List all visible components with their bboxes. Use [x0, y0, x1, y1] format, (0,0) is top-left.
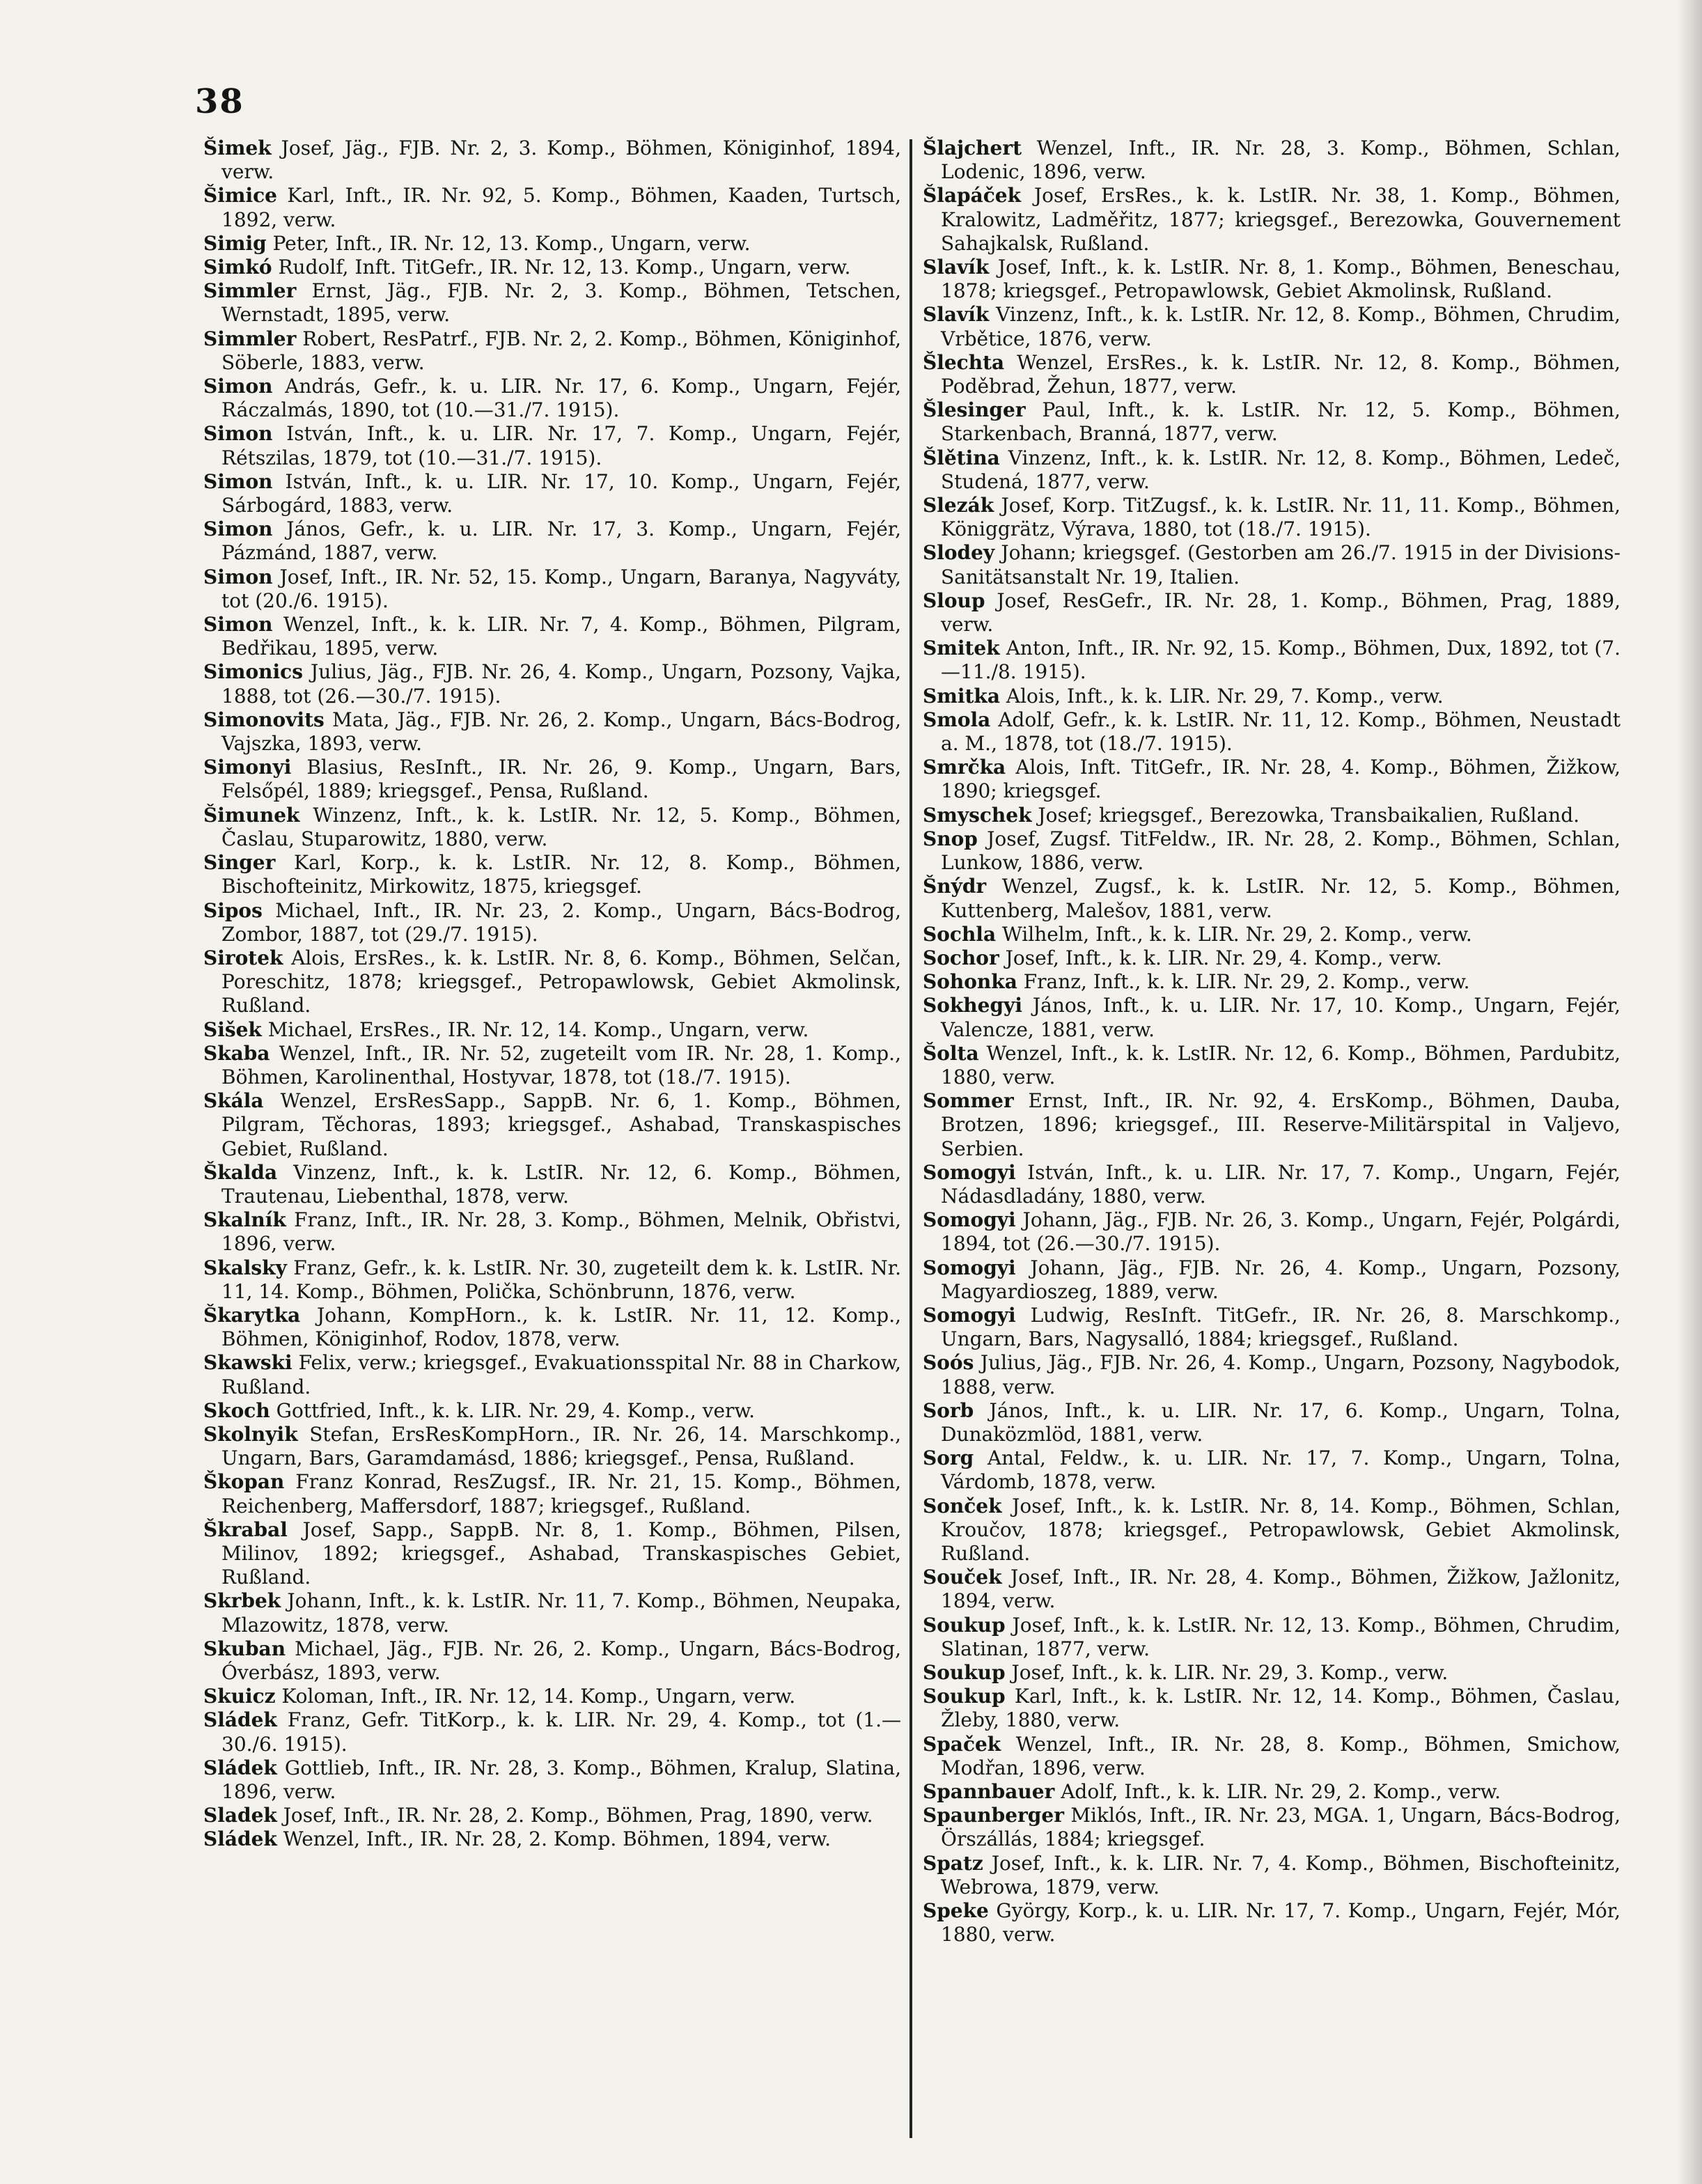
entry-surname: Spaček	[923, 1732, 1001, 1756]
casualty-entry	[203, 756, 901, 803]
entry-surname: Simon	[203, 375, 273, 398]
entry-surname: Šlechta	[923, 350, 1005, 374]
entry-details: Johann, Jäg., FJB. Nr. 26, 4. Komp., Ungarn, Pozsony, Magyardioszeg, 1889, verw.	[941, 1256, 1621, 1303]
entry-details: Michael, ErsRes., IR. Nr. 12, 14. Komp., Ungarn, verw.	[261, 1017, 809, 1041]
entry-surname: Sorg	[923, 1446, 974, 1470]
entry-details: István, Inft., k. u. LIR. Nr. 17, 7. Komp., Ungarn, Fejér, Rétszilas, 1879, tot (10.—31./7. 1915).	[221, 422, 901, 469]
casualty-entry	[923, 541, 1621, 588]
entry-surname: Skalník	[203, 1208, 286, 1232]
entry-details: Johann, Inft., k. k. LstIR. Nr. 11, 7. Komp., Böhmen, Neupaka, Mlazowitz, 1878, verw.	[221, 1589, 901, 1637]
page-number: 38	[195, 82, 244, 121]
entry-details: Ludwig, ResInft. TitGefr., IR. Nr. 26, 8. Marschkomp., Ungarn, Bars, Nagysalló, 1884; kriegsgef., Rußland.	[941, 1303, 1621, 1351]
casualty-entry	[203, 279, 901, 327]
casualty-entry	[203, 660, 901, 708]
casualty-entry	[203, 1018, 901, 1042]
casualty-entry	[203, 1637, 901, 1685]
entry-surname: Somogyi	[923, 1303, 1016, 1327]
entry-surname: Skawski	[203, 1351, 292, 1375]
casualty-entry	[203, 1089, 901, 1161]
entry-details: Wenzel, Inft., IR. Nr. 28, 8. Komp., Böhmen, Smichow, Modřan, 1896, verw.	[941, 1732, 1621, 1779]
entry-surname: Šimek	[203, 136, 272, 159]
entry-details: Wenzel, ErsRes., k. k. LstIR. Nr. 12, 8. Komp., Böhmen, Poděbrad, Žehun, 1877, verw.	[941, 350, 1621, 398]
casualty-entry	[203, 851, 901, 898]
casualty-entry	[923, 1042, 1621, 1089]
entry-details: Alois, Inft., k. k. LIR. Nr. 29, 7. Komp., verw.	[999, 684, 1444, 708]
entry-details: Vinzenz, Inft., k. k. LstIR. Nr. 12, 6. Komp., Böhmen, Trautenau, Liebenthal, 1878, verw.	[221, 1160, 901, 1208]
casualty-entry	[923, 637, 1621, 684]
casualty-entry	[923, 1208, 1621, 1256]
entry-details: Josef, Inft., IR. Nr. 28, 4. Komp., Böhmen, Žižkow, Jažlonitz, 1894, verw.	[941, 1566, 1621, 1613]
entry-details: Josef, Jäg., FJB. Nr. 2, 3. Komp., Böhmen, Königinhof, 1894, verw.	[221, 136, 901, 184]
entry-details: Franz, Gefr., k. k. LstIR. Nr. 30, zugeteilt dem k. k. LstIR. Nr. 11, 14. Komp., Böhmen, Polička, Schönbrunn, 1876, verw.	[221, 1256, 901, 1303]
casualty-entry	[923, 1089, 1621, 1161]
casualty-entry	[203, 1470, 901, 1518]
entry-details: Josef; kriegsgef., Berezowka, Transbaikalien, Rußland.	[1031, 803, 1580, 827]
entry-details: Johann, Jäg., FJB. Nr. 26, 3. Komp., Ungarn, Fejér, Polgárdi, 1894, tot (26.—30./7. 1915).	[941, 1208, 1621, 1256]
entry-details: Franz, Inft., k. k. LIR. Nr. 29, 2. Komp., verw.	[1017, 970, 1470, 994]
entry-details: Josef, Inft., k. k. LstIR. Nr. 8, 14. Komp., Böhmen, Schlan, Kroučov, 1878; kriegsgef., Petropawlowsk, Gebiet Akmolinsk, Rußland.	[941, 1494, 1621, 1565]
entry-surname: Slavík	[923, 256, 990, 279]
casualty-entry	[203, 422, 901, 469]
entry-details: István, Inft., k. u. LIR. Nr. 17, 10. Komp., Ungarn, Fejér, Sárbogárd, 1883, verw.	[221, 469, 901, 517]
casualty-entry	[923, 1804, 1621, 1851]
entry-surname: Soukup	[923, 1613, 1006, 1637]
entry-surname: Skrbek	[203, 1589, 281, 1613]
casualty-entry	[923, 1614, 1621, 1661]
entry-details: Josef, Inft., IR. Nr. 28, 2. Komp., Böhmen, Prag, 1890, verw.	[276, 1804, 873, 1827]
entry-surname: Simon	[203, 565, 273, 588]
casualty-entry	[923, 756, 1621, 803]
casualty-entry	[923, 1899, 1621, 1947]
entry-surname: Snop	[923, 827, 978, 850]
casualty-entry	[203, 1351, 901, 1398]
casualty-entry	[203, 375, 901, 422]
casualty-entry	[923, 827, 1621, 875]
entry-surname: Škopan	[203, 1470, 285, 1494]
entry-details: Josef, ErsRes., k. k. LstIR. Nr. 38, 1. Komp., Böhmen, Kralowitz, Ladměřitz, 1877; kriegsgef., Berezowka, Gouvernement Sahajkalsk, Rußland.	[941, 184, 1621, 255]
entry-details: János, Inft., k. u. LIR. Nr. 17, 10. Komp., Ungarn, Fejér, Valencze, 1881, verw.	[941, 994, 1621, 1041]
page-edge-shadow	[1677, 0, 1702, 2184]
column-divider	[909, 139, 912, 2138]
entry-details: Josef, Sapp., SappB. Nr. 8, 1. Komp., Böhmen, Pilsen, Milinov, 1892; kriegsgef., Ashabad, Transkaspisches Gebiet, Rußland.	[221, 1518, 901, 1589]
casualty-entry	[203, 232, 901, 256]
casualty-entry	[203, 804, 901, 851]
entry-surname: Simon	[203, 613, 273, 637]
entry-details: Adolf, Inft., k. k. LIR. Nr. 29, 2. Komp., verw.	[1054, 1780, 1501, 1804]
casualty-entry	[203, 470, 901, 517]
entry-details: Michael, Inft., IR. Nr. 23, 2. Komp., Ungarn, Bács-Bodrog, Zombor, 1887, tot (29./7. 1915).	[221, 898, 901, 946]
entry-surname: Soós	[923, 1351, 974, 1375]
casualty-entry	[923, 136, 1621, 184]
casualty-entry	[923, 970, 1621, 994]
entry-surname: Simmler	[203, 327, 297, 350]
left-column	[203, 136, 901, 1852]
entry-surname: Smitka	[923, 684, 1000, 708]
casualty-entry	[203, 1042, 901, 1089]
entry-details: Paul, Inft., k. k. LstIR. Nr. 12, 5. Komp., Böhmen, Starkenbach, Branná, 1877, verw.	[941, 398, 1621, 446]
entry-surname: Simon	[203, 469, 273, 493]
entry-surname: Skaba	[203, 1041, 270, 1065]
entry-details: Gottlieb, Inft., IR. Nr. 28, 3. Komp., Böhmen, Kralup, Slatina, 1896, verw.	[221, 1756, 901, 1804]
entry-details: Johann, KompHorn., k. k. LstIR. Nr. 11, 12. Komp., Böhmen, Königinhof, Rodov, 1878, verw.	[221, 1303, 901, 1351]
casualty-entry	[203, 136, 901, 184]
entry-details: Wenzel, Inft., IR. Nr. 52, zugeteilt vom IR. Nr. 28, 1. Komp., Böhmen, Karolinenthal, Hostyvar, 1878, tot (18./7. 1915).	[221, 1041, 901, 1089]
casualty-entry	[203, 1756, 901, 1804]
entry-surname: Simonovits	[203, 708, 325, 731]
casualty-entry	[203, 184, 901, 231]
entry-details: Anton, Inft., IR. Nr. 92, 15. Komp., Böhmen, Dux, 1892, tot (7.—11./8. 1915).	[941, 637, 1621, 684]
entry-details: Adolf, Gefr., k. k. LstIR. Nr. 11, 12. Komp., Böhmen, Neustadt a. M., 1878, tot (18./7. 1915).	[941, 708, 1621, 756]
entry-details: Karl, Korp., k. k. LstIR. Nr. 12, 8. Komp., Böhmen, Bischofteinitz, Mirkowitz, 1875, kriegsgef.	[221, 851, 901, 898]
casualty-entry	[923, 184, 1621, 256]
entry-surname: Sipos	[203, 898, 263, 922]
entry-details: Miklós, Inft., IR. Nr. 23, MGA. 1, Ungarn, Bács-Bodrog, Örszállás, 1884; kriegsgef.	[941, 1804, 1621, 1851]
entry-details: Alois, ErsRes., k. k. LstIR. Nr. 8, 6. Komp., Böhmen, Selčan, Poreschitz, 1878; kriegsgef., Petropawlowsk, Gebiet Akmolinsk, Rußland.	[221, 946, 901, 1017]
entry-surname: Skolnyik	[203, 1422, 298, 1446]
entry-surname: Sladek	[203, 1804, 277, 1827]
casualty-entry	[923, 351, 1621, 398]
entry-surname: Šimice	[203, 184, 277, 208]
casualty-entry	[923, 1685, 1621, 1732]
entry-surname: Simkó	[203, 256, 272, 279]
entry-surname: Škrabal	[203, 1518, 288, 1541]
entry-details: Josef, Inft., k. k. LstIR. Nr. 8, 1. Komp., Böhmen, Beneschau, 1878; kriegsgef., Petropawlowsk, Gebiet Akmolinsk, Rußland.	[941, 256, 1621, 303]
casualty-entry	[203, 1589, 901, 1637]
entry-details: Franz, Inft., IR. Nr. 28, 3. Komp., Böhmen, Melnik, Obřistvi, 1896, verw.	[221, 1208, 901, 1256]
entry-details: Josef, Inft., IR. Nr. 52, 15. Komp., Ungarn, Baranya, Nagyváty, tot (20./6. 1915).	[221, 565, 901, 612]
entry-surname: Skalsky	[203, 1256, 287, 1279]
entry-surname: Somogyi	[923, 1160, 1016, 1184]
entry-surname: Somogyi	[923, 1256, 1016, 1279]
casualty-entry	[923, 946, 1621, 970]
casualty-entry	[203, 1804, 901, 1827]
entry-surname: Skála	[203, 1089, 264, 1113]
entry-details: Gottfried, Inft., k. k. LIR. Nr. 29, 4. Komp., verw.	[270, 1398, 755, 1422]
casualty-entry	[203, 256, 901, 279]
entry-surname: Slodey	[923, 541, 995, 565]
entry-surname: Spannbauer	[923, 1780, 1055, 1804]
entry-details: Winzenz, Inft., k. k. LstIR. Nr. 12, 5. Komp., Böhmen, Časlau, Stuparowitz, 1880, verw.	[221, 803, 901, 850]
casualty-entry	[203, 1256, 901, 1304]
casualty-entry	[923, 1256, 1621, 1304]
entry-details: Antal, Feldw., k. u. LIR. Nr. 17, 7. Komp., Ungarn, Tolna, Várdomb, 1878, verw.	[941, 1446, 1621, 1494]
entry-surname: Skuban	[203, 1637, 286, 1660]
entry-surname: Souček	[923, 1566, 1002, 1589]
entry-surname: Slavík	[923, 303, 990, 327]
entry-surname: Simig	[203, 231, 267, 255]
casualty-entry	[923, 256, 1621, 303]
casualty-entry	[923, 1399, 1621, 1446]
casualty-entry	[203, 708, 901, 756]
entry-surname: Sochla	[923, 922, 997, 946]
casualty-entry	[923, 1161, 1621, 1208]
casualty-entry	[923, 1780, 1621, 1804]
entry-surname: Spatz	[923, 1851, 983, 1875]
entry-surname: Šolta	[923, 1041, 979, 1065]
entry-surname: Simonyi	[203, 756, 292, 779]
entry-details: Wenzel, Inft., k. k. LIR. Nr. 7, 4. Komp., Böhmen, Pilgram, Bedřikau, 1895, verw.	[221, 613, 901, 660]
casualty-entry	[923, 494, 1621, 541]
entry-details: Karl, Inft., k. k. LstIR. Nr. 12, 14. Komp., Böhmen, Časlau, Žleby, 1880, verw.	[941, 1685, 1621, 1732]
entry-surname: Šnýdr	[923, 875, 987, 898]
entry-details: Josef, Inft., k. k. LIR. Nr. 29, 4. Komp., verw.	[999, 946, 1442, 969]
casualty-entry	[203, 1708, 901, 1756]
entry-surname: Sládek	[203, 1827, 277, 1851]
casualty-entry	[203, 613, 901, 660]
casualty-entry	[923, 1733, 1621, 1780]
entry-details: Josef, Inft., k. k. LstIR. Nr. 12, 13. Komp., Böhmen, Chrudim, Slatinan, 1877, verw.	[941, 1613, 1621, 1660]
entry-details: Ernst, Jäg., FJB. Nr. 2, 3. Komp., Böhmen, Tetschen, Wernstadt, 1895, verw.	[221, 279, 901, 327]
entry-details: Julius, Jäg., FJB. Nr. 26, 4. Komp., Ungarn, Pozsony, Vajka, 1888, tot (26.—30./7. 1915).	[221, 660, 901, 708]
entry-surname: Šlajchert	[923, 136, 1022, 159]
casualty-entry	[203, 1685, 901, 1708]
right-column	[923, 136, 1621, 1947]
casualty-entry	[923, 1852, 1621, 1899]
entry-details: Wenzel, Inft., k. k. LstIR. Nr. 12, 6. Komp., Böhmen, Pardubitz, 1880, verw.	[941, 1041, 1621, 1089]
casualty-entry	[203, 1161, 901, 1208]
entry-details: Blasius, ResInft., IR. Nr. 26, 9. Komp., Ungarn, Bars, Felsőpél, 1889; kriegsgef., Pensa, Rußland.	[221, 756, 901, 803]
entry-details: Johann; kriegsgef. (Gestorben am 26./7. 1915 in der Divisions-Sanitätsanstalt Nr. 19, Italien.	[941, 541, 1621, 588]
casualty-entry	[923, 685, 1621, 708]
entry-details: Mata, Jäg., FJB. Nr. 26, 2. Komp., Ungarn, Bács-Bodrog, Vajszka, 1893, verw.	[221, 708, 901, 756]
entry-details: István, Inft., k. u. LIR. Nr. 17, 7. Komp., Ungarn, Fejér, Nádasdladány, 1880, verw.	[941, 1160, 1621, 1208]
entry-details: Rudolf, Inft. TitGefr., IR. Nr. 12, 13. Komp., Ungarn, verw.	[272, 256, 851, 279]
entry-details: Josef, Inft., k. k. LIR. Nr. 29, 3. Komp., verw.	[1005, 1661, 1449, 1684]
casualty-entry	[203, 517, 901, 565]
entry-surname: Šlapáček	[923, 184, 1021, 208]
casualty-entry	[923, 994, 1621, 1041]
entry-surname: Singer	[203, 851, 276, 875]
casualty-entry	[923, 1661, 1621, 1685]
casualty-entry	[203, 1208, 901, 1256]
entry-details: Vinzenz, Inft., k. k. LstIR. Nr. 12, 8. Komp., Böhmen, Chrudim, Vrbětice, 1876, verw.	[941, 303, 1621, 350]
entry-surname: Šimunek	[203, 803, 300, 827]
entry-details: János, Inft., k. u. LIR. Nr. 17, 6. Komp., Ungarn, Tolna, Dunaközmlöd, 1881, verw.	[941, 1398, 1621, 1446]
entry-details: Michael, Jäg., FJB. Nr. 26, 2. Komp., Ungarn, Bács-Bodrog, Óverbász, 1893, verw.	[221, 1637, 901, 1684]
casualty-entry	[923, 1495, 1621, 1566]
entry-details: Felix, verw.; kriegsgef., Evakuationsspital Nr. 88 in Charkow, Rußland.	[221, 1351, 902, 1398]
entry-details: János, Gefr., k. u. LIR. Nr. 17, 3. Komp., Ungarn, Fejér, Pázmánd, 1887, verw.	[221, 517, 901, 565]
entry-details: Peter, Inft., IR. Nr. 12, 13. Komp., Ungarn, verw.	[266, 231, 751, 255]
entry-surname: Sládek	[203, 1756, 277, 1779]
entry-surname: Šlětina	[923, 446, 1000, 469]
entry-details: Franz Konrad, ResZugsf., IR. Nr. 21, 15. Komp., Böhmen, Reichenberg, Maffersdorf, 1887; kriegsgef., Rußland.	[221, 1470, 901, 1518]
casualty-entry	[203, 1518, 901, 1590]
entry-details: Vinzenz, Inft., k. k. LstIR. Nr. 12, 8. Komp., Böhmen, Ledeč, Studená, 1877, verw.	[941, 446, 1621, 493]
entry-surname: Sochor	[923, 946, 999, 969]
entry-surname: Sorb	[923, 1398, 974, 1422]
casualty-entry	[203, 946, 901, 1018]
casualty-entry	[923, 804, 1621, 827]
entry-surname: Skuicz	[203, 1685, 276, 1708]
casualty-entry	[923, 446, 1621, 494]
entry-surname: Škarytka	[203, 1303, 301, 1327]
casualty-entry	[923, 1446, 1621, 1494]
entry-details: Wenzel, Inft., IR. Nr. 28, 3. Komp., Böhmen, Schlan, Lodenic, 1896, verw.	[941, 136, 1621, 184]
casualty-entry	[923, 303, 1621, 350]
casualty-entry	[923, 398, 1621, 446]
entry-details: Ernst, Inft., IR. Nr. 92, 4. ErsKomp., Böhmen, Dauba, Brotzen, 1896; kriegsgef., III. Reserve-Militärspital in Valjevo, Serbien.	[941, 1089, 1621, 1160]
entry-surname: Smyschek	[923, 803, 1032, 827]
entry-details: Robert, ResPatrf., FJB. Nr. 2, 2. Komp., Böhmen, Königinhof, Söberle, 1883, verw.	[221, 327, 901, 374]
casualty-entry	[923, 1351, 1621, 1398]
entry-surname: Sohonka	[923, 970, 1017, 994]
entry-surname: Smrčka	[923, 756, 1006, 779]
casualty-entry	[203, 1423, 901, 1470]
casualty-entry	[923, 589, 1621, 637]
entry-surname: Sonček	[923, 1494, 1002, 1518]
entry-details: Wilhelm, Inft., k. k. LIR. Nr. 29, 2. Komp., verw.	[996, 922, 1472, 946]
entry-surname: Soukup	[923, 1685, 1006, 1708]
entry-details: Stefan, ErsResKompHorn., IR. Nr. 26, 14. Marschkomp., Ungarn, Bars, Garamdamásd, 1886; kriegsgef., Pensa, Rußland.	[221, 1422, 901, 1470]
entry-surname: Sommer	[923, 1089, 1014, 1113]
casualty-entry	[203, 327, 901, 375]
entry-surname: Šlesinger	[923, 398, 1026, 422]
entry-surname: Sloup	[923, 588, 985, 612]
casualty-entry	[923, 1304, 1621, 1351]
entry-details: Josef, Inft., k. k. LIR. Nr. 7, 4. Komp., Böhmen, Bischofteinitz, Webrowa, 1879, verw.	[941, 1851, 1621, 1898]
entry-details: Alois, Inft. TitGefr., IR. Nr. 28, 4. Komp., Böhmen, Žižkow, 1890; kriegsgef.	[941, 756, 1621, 803]
casualty-entry	[203, 1304, 901, 1351]
entry-details: András, Gefr., k. u. LIR. Nr. 17, 6. Komp., Ungarn, Fejér, Ráczalmás, 1890, tot (10.—31./7. 1915).	[221, 375, 901, 422]
casualty-entry	[203, 1827, 901, 1851]
entry-surname: Slezák	[923, 494, 994, 517]
entry-surname: Smola	[923, 708, 991, 731]
entry-details: Karl, Inft., IR. Nr. 92, 5. Komp., Böhmen, Kaaden, Turtsch, 1892, verw.	[221, 184, 901, 231]
entry-surname: Spaunberger	[923, 1804, 1064, 1827]
entry-surname: Sišek	[203, 1017, 262, 1041]
entry-details: Wenzel, ErsResSapp., SappB. Nr. 6, 1. Komp., Böhmen, Pilgram, Těchoras, 1893; kriegsgef., Ashabad, Transkaspisches Gebiet, Rußland.	[221, 1089, 901, 1160]
entry-surname: Sokhegyi	[923, 994, 1022, 1017]
casualty-entry	[203, 1399, 901, 1423]
casualty-entry	[923, 708, 1621, 756]
entry-details: György, Korp., k. u. LIR. Nr. 17, 7. Komp., Ungarn, Fejér, Mór, 1880, verw.	[941, 1899, 1621, 1947]
entry-details: Franz, Gefr. TitKorp., k. k. LIR. Nr. 29, 4. Komp., tot (1.—30./6. 1915).	[221, 1708, 901, 1756]
entry-surname: Simonics	[203, 660, 303, 684]
entry-surname: Simmler	[203, 279, 297, 303]
entry-surname: Sládek	[203, 1708, 277, 1732]
entry-details: Julius, Jäg., FJB. Nr. 26, 4. Komp., Ungarn, Pozsony, Nagybodok, 1888, verw.	[941, 1351, 1621, 1398]
casualty-entry	[203, 566, 901, 613]
entry-details: Josef, Korp. TitZugsf., k. k. LstIR. Nr. 11, 11. Komp., Böhmen, Königgrätz, Výrava, 1880, tot (18./7. 1915).	[941, 494, 1621, 541]
entry-surname: Sirotek	[203, 946, 283, 969]
entry-details: Koloman, Inft., IR. Nr. 12, 14. Komp., Ungarn, verw.	[275, 1685, 796, 1708]
entry-surname: Smitek	[923, 637, 1000, 660]
entry-surname: Soukup	[923, 1661, 1006, 1684]
entry-surname: Somogyi	[923, 1208, 1016, 1232]
entry-details: Josef, ResGefr., IR. Nr. 28, 1. Komp., Böhmen, Prag, 1889, verw.	[941, 588, 1621, 637]
entry-surname: Speke	[923, 1899, 989, 1923]
entry-details: Josef, Zugsf. TitFeldw., IR. Nr. 28, 2. Komp., Böhmen, Schlan, Lunkow, 1886, verw.	[941, 827, 1621, 875]
entry-surname: Simon	[203, 422, 273, 446]
casualty-entry	[923, 875, 1621, 922]
entry-surname: Škalda	[203, 1160, 278, 1184]
entry-surname: Simon	[203, 517, 273, 541]
casualty-entry	[203, 899, 901, 946]
entry-details: Wenzel, Zugsf., k. k. LstIR. Nr. 12, 5. Komp., Böhmen, Kuttenberg, Malešov, 1881, verw.	[941, 875, 1621, 922]
entry-surname: Skoch	[203, 1398, 270, 1422]
casualty-entry	[923, 1566, 1621, 1613]
casualty-entry	[923, 923, 1621, 946]
entry-details: Wenzel, Inft., IR. Nr. 28, 2. Komp. Böhmen, 1894, verw.	[276, 1827, 831, 1851]
